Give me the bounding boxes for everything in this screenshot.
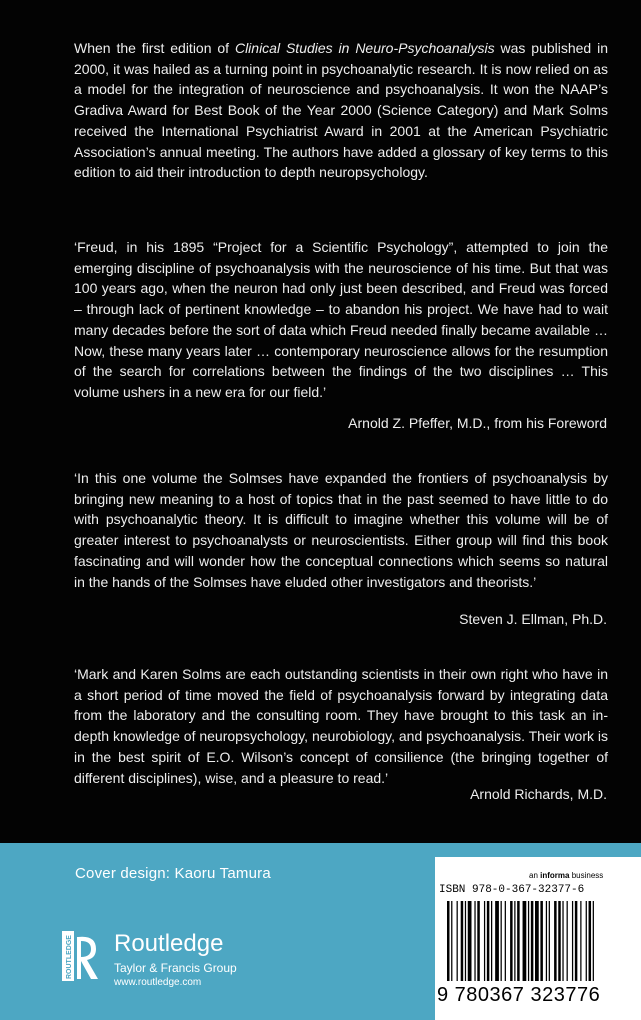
informa-business-label xyxy=(529,871,603,880)
informa-suffix: business xyxy=(569,871,604,880)
quote-richards: ‘Mark and Karen Solms are each outstanding scientists in their own right who have in a short period of time moved the field of psychoanalysis forward by integrating data from the laboratory and the consulting room. They have brought to this task an in-depth knowledge of neuropsychology, neurobiology, and psychoanalysis. Their work is in the best spirit of E.O. Wilson’s concept of consilience (the bringing together of different disciplines), wise, and a pleasure to read.’ xyxy=(74,666,608,786)
barcode-icon xyxy=(447,901,632,981)
publisher-group: Taylor & Francis Group xyxy=(114,961,237,975)
cover-design-credit: Cover design: Kaoru Tamura xyxy=(75,865,271,882)
publisher-name: Routledge xyxy=(114,930,224,957)
blurb-paragraph xyxy=(74,38,608,183)
informa-bold: informa xyxy=(540,871,570,880)
quote-ellman: ‘In this one volume the Solmses have expanded the frontiers of psychoanalysis by bringing new meaning to a host of topics that in the past seemed to have little to do with psychoanalytic theory. It is difficult to imagine whether this volume will be of greater interest to psychoanalysts or neuroscientists. Either group will find this book fascinating and will wonder how the conceptual connections which seems so natural in the hands of the Solmses have eluded other investigators and theorists.’ xyxy=(74,470,608,590)
barcode-number: 9 780367 323776 xyxy=(437,984,601,1006)
book-title-italic: Clinical Studies in Neuro-Psychoanalysis xyxy=(234,40,495,56)
attribution-pfeffer: Arnold Z. Pfeffer, M.D., from his Foreword xyxy=(348,415,607,431)
attribution-richards: Arnold Richards, M.D. xyxy=(470,786,607,802)
informa-prefix: an xyxy=(529,871,541,880)
logo-vertical-text: ROUTLEDGE xyxy=(66,935,73,979)
blurb-text-end: was published in 2000, it was hailed as a turning point in psychoanalytic research. It is now relied on as a model for the integration of neuroscience and psychoanalysis. It won the NAAP’s Gradiva Award for Best Book of the Year 2000 (Science Category) and Mark Solms received the International Psychiatrist Award in 2001 at the American Psychiatric Association’s annual meeting. The authors have added a glossary of key terms to this edition to aid their introduction to depth neuropsychology. xyxy=(74,40,608,181)
isbn-text: ISBN 978-0-367-32377-6 xyxy=(439,884,585,896)
barcode-panel xyxy=(435,857,641,1020)
attribution-ellman: Steven J. Ellman, Ph.D. xyxy=(459,611,607,627)
publisher-url: www.routledge.com xyxy=(114,977,202,988)
quote-pfeffer: ‘Freud, in his 1895 “Project for a Scientific Psychology”, attempted to join the emerging discipline of psychoanalysis with the neuroscience of his time. But that was 100 years ago, when the neuron had only just been described, and Freud was forced – through lack of pertinent knowledge – to abandon his project. We have had to wait many decades before the sort of data which Freud needed finally became available … Now, these many years later … contemporary neuroscience allows for the resumption of the search for correlations between the findings of the two disciplines … This volume ushers in a new era for our field.’ xyxy=(74,239,608,400)
routledge-logo-icon xyxy=(62,931,102,981)
blurb-text-start: When the first edition of xyxy=(74,40,235,56)
